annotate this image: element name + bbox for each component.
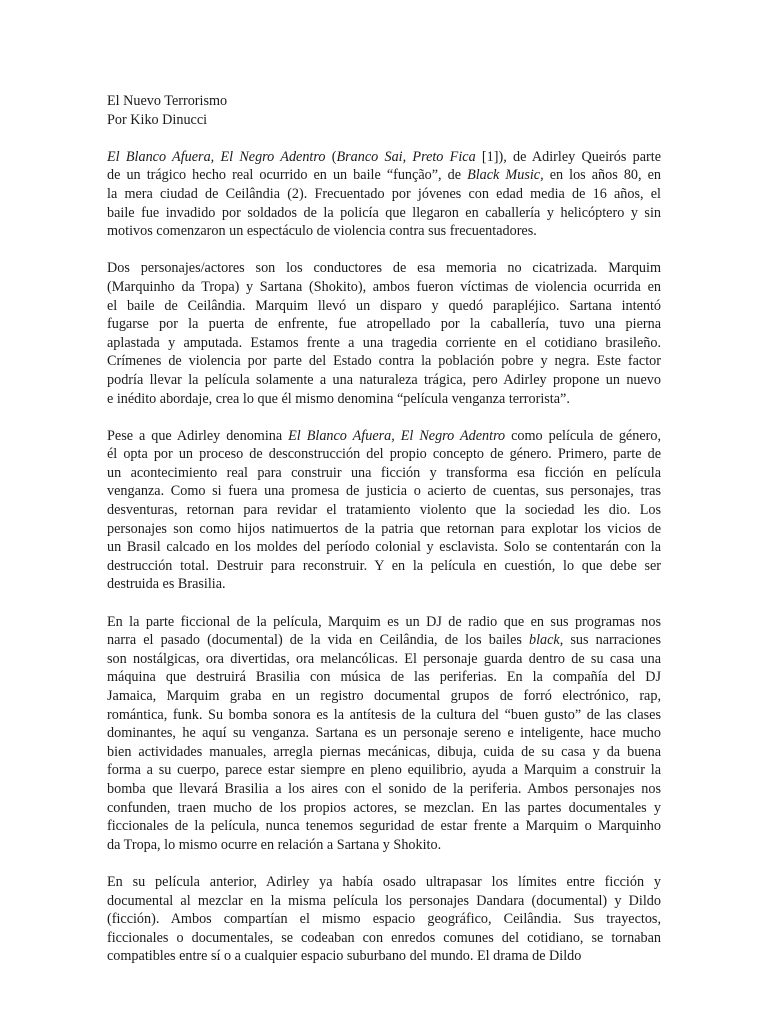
text-line (107, 520, 661, 539)
text-line (107, 538, 661, 557)
text-run: un Brasil calcado en los moldes del período colonial y esclavista. Solo se contentarán con la (107, 539, 661, 556)
text-run: de Adirley Queirós parte (506, 148, 661, 165)
text-run: bien actividades manuales, arregla piernas mecánicas, dibuja, cuida de su casa y da buena (107, 743, 661, 760)
text-run: compatibles entre sí o a cualquier espacio suburbano del mundo. El drama de Dildo (107, 948, 582, 965)
text-run: Jamaica, Marquim graba en un registro documental grupos de forró electrónico, rap, (107, 688, 661, 704)
text-run: desventuras, retornan para revidar el tratamiento violento que la sociedad les dio. Los (107, 502, 661, 519)
text-run: como película de género, (505, 427, 661, 444)
text-line (107, 947, 661, 966)
text-run: ficcionales de la película, nunca tenemos seguridad de estar frente a Marquim o Marquinho (107, 818, 661, 835)
text-run: en los años 80, en (543, 167, 661, 184)
italic-text: black (529, 632, 560, 649)
text-run: , sus narraciones (559, 632, 661, 649)
text-line (107, 706, 661, 725)
text-run: forma a su cuerpo, parece estar siempre en pleno equilibrio, ayuda a Marquim a construir la (107, 762, 661, 779)
text-run: la mera ciudad de Ceilândia (2). Frecuentado por jóvenes con edad media de 16 años, el (107, 185, 661, 202)
document-page (107, 92, 661, 966)
text-run: Dos personajes/actores son los conductores de esa memoria no cicatrizada. Marquim (107, 260, 661, 277)
text-line (107, 297, 661, 316)
paragraph (107, 613, 661, 855)
text-line (107, 613, 661, 632)
text-line (107, 929, 661, 948)
italic-text: Black Music, (467, 167, 544, 184)
text-line (107, 334, 661, 353)
text-line (107, 892, 661, 911)
italic-text: El Blanco Afuera, El Negro Adentro (107, 148, 326, 165)
text-run: bomba que llevará Brasilia a los aires con el sonido de la periferia. Ambos personajes nos (107, 780, 661, 797)
paragraph (107, 427, 661, 594)
paragraph (107, 873, 661, 966)
text-line (107, 390, 661, 409)
text-line (107, 557, 661, 576)
text-run: aplastada y amputada. Estamos frente a una tragedia corriente en el cotidiano brasileño. (107, 334, 661, 351)
document-title: El Nuevo Terrorismo (107, 93, 228, 109)
paragraph-spacer (107, 594, 661, 613)
text-run: podría llevar la película solamente a una naturaleza trágica, pero Adirley propone un nuevo (107, 371, 661, 388)
text-line (107, 687, 661, 706)
document-byline: Por Kiko Dinucci (107, 111, 208, 128)
text-run: romántica, funk. Su bomba sonora es la antítesis de la cultura del “buen gusto” de las clases (107, 706, 661, 723)
text-line (107, 650, 661, 669)
paragraph (107, 148, 661, 241)
text-run: narra el pasado (documental) de la vida en Ceilândia, de los bailes (107, 632, 529, 649)
text-run: máquina que destruirá Brasilia con música de las periferias. En la compañía del DJ (107, 669, 661, 686)
text-line (107, 482, 661, 501)
text-run: él opta por un proceso de desconstrucción del propio concepto de género. Primero, parte de (107, 446, 661, 463)
paragraph-spacer (107, 408, 661, 427)
text-run: ( (325, 148, 337, 165)
text-line (107, 185, 661, 204)
text-line (107, 501, 661, 520)
text-run: da Tropa, lo mismo ocurre en relación a Sartana y Shokito. (107, 836, 442, 853)
text-line (107, 148, 661, 167)
text-line (107, 427, 661, 446)
text-run: el baile de Ceilândia. Marquim llevó un disparo y quedó parapléjico. Sartana intentó (107, 297, 661, 314)
text-line (107, 761, 661, 780)
text-line (107, 166, 661, 185)
text-line (107, 724, 661, 743)
italic-text: Branco Sai, Preto Fica (336, 148, 476, 165)
text-run: baile fue invadido por soldados de la policía que llegaron en caballería y helicóptero y sin (107, 204, 661, 221)
text-line (107, 222, 661, 241)
text-line (107, 780, 661, 799)
text-run: En la parte ficcional de la película, Marquim es un DJ de radio que en sus programas nos (107, 613, 661, 630)
text-run: destruida es Brasilia. (107, 576, 226, 593)
text-run: Crímenes de violencia por parte del Estado contra la población pobre y negra. Este factor (107, 353, 661, 370)
text-run: dominantes, he aquí su venganza. Sartana es un personaje sereno e inteligente, hace mucho (107, 725, 661, 742)
text-line (107, 278, 661, 297)
text-line (107, 631, 661, 650)
text-line (107, 445, 661, 464)
paragraph-spacer (107, 241, 661, 260)
text-run: e inédito abordaje, crea lo que él mismo denomina “película venganza terrorista”. (107, 390, 570, 407)
text-line (107, 743, 661, 762)
text-line (107, 352, 661, 371)
text-line (107, 910, 661, 929)
text-run: documental al mezclar en la misma película los personajes Dandara (documental) y Dildo (107, 892, 661, 909)
text-line (107, 873, 661, 892)
text-line (107, 204, 661, 223)
text-line (107, 799, 661, 818)
text-run: Pese a que Adirley denomina (107, 427, 289, 444)
text-run: confunden, traen mucho de los propios actores, se mezclan. En las partes documentales y (107, 799, 661, 816)
text-run: [1]) (475, 148, 504, 165)
text-run: (Marquinho da Tropa) y Sartana (Shokito), ambos fueron víctimas de violencia ocurrida en (107, 278, 661, 295)
text-run: ficcionales o documentales, se codeaban con enredos comunes del cotidiano, se tornaban (107, 929, 661, 946)
text-run: (ficción). Ambos compartían el mismo espacio geográfico, Ceilândia. Sus trayectos, (107, 911, 661, 928)
paragraph (107, 259, 661, 408)
text-run: de un trágico hecho real ocurrido en un baile “função”, de (107, 167, 468, 184)
document-body (107, 148, 661, 966)
italic-text: , (503, 148, 507, 165)
text-line (107, 464, 661, 483)
text-line (107, 371, 661, 390)
text-run: personajes son como hijos natimuertos de la patria que retornan para explotar los vicios de (107, 520, 661, 537)
text-run: venganza. Como si fuera una promesa de justicia o acierto de cuentas, sus personajes, tras (107, 483, 661, 500)
document-header (107, 92, 661, 129)
text-line (107, 817, 661, 836)
text-run: son nostálgicas, ora divertidas, ora melancólicas. El personaje guarda dentro de su casa una (107, 650, 661, 667)
text-run: En su película anterior, Adirley ya había osado ultrapasar los límites entre ficción y (107, 873, 661, 890)
text-line (107, 259, 661, 278)
italic-text: El Blanco Afuera, El Negro Adentro (288, 427, 506, 444)
text-line (107, 668, 661, 687)
text-run: un acontecimiento real para construir una ficción y transforma esa ficción en película (107, 464, 661, 481)
text-line (107, 575, 661, 594)
text-run: fugarse por la puerta de enfrente, fue atropellado por la caballería, tuvo una pierna (107, 316, 661, 333)
text-line (107, 315, 661, 334)
text-line (107, 836, 661, 855)
header-spacer (107, 129, 661, 148)
paragraph-spacer (107, 854, 661, 873)
text-run: destrucción total. Destruir para reconstruir. Y en la película en cuestión, lo que debe ser (107, 557, 661, 574)
text-run: motivos comenzaron un espectáculo de violencia contra sus frecuentadores. (107, 223, 537, 240)
